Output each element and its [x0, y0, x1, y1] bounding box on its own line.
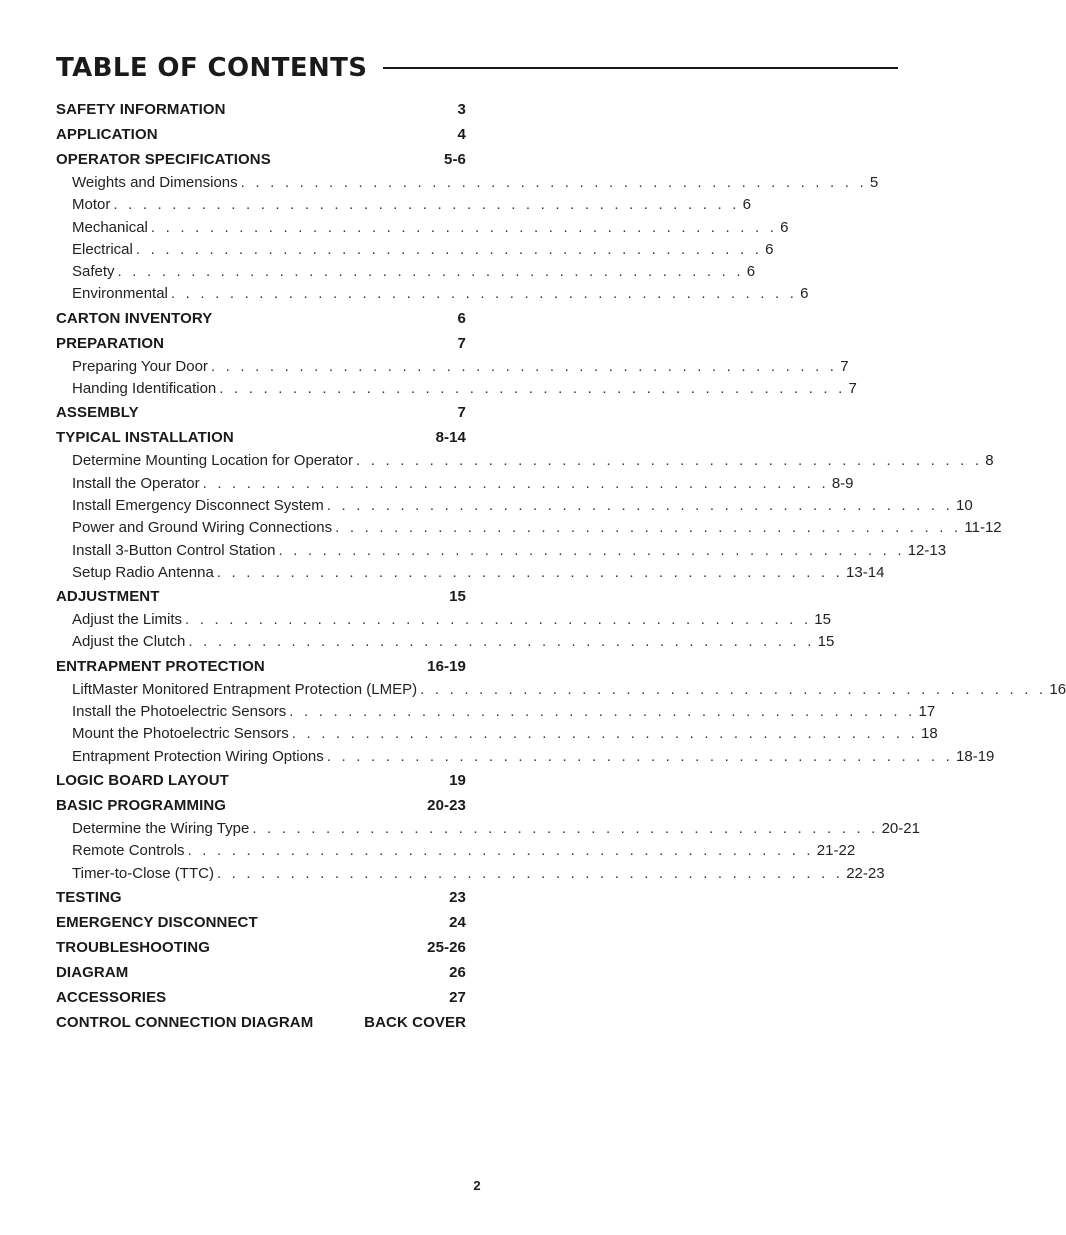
toc-entry-page: 6: [765, 240, 774, 258]
toc-entry-label: Determine Mounting Location for Operator: [72, 452, 353, 470]
toc-entry-page: 27: [449, 988, 466, 1006]
toc-subsection-entry[interactable]: [56, 172, 879, 194]
toc-entry-page: 7: [848, 380, 857, 398]
toc-subsection-entry[interactable]: [56, 863, 885, 885]
toc-section-entry[interactable]: [56, 306, 466, 331]
toc-entry-label: LiftMaster Monitored Entrapment Protection (LMEP): [72, 680, 418, 698]
toc-section-entry[interactable]: [56, 331, 466, 356]
toc-subsection-entry[interactable]: [56, 746, 995, 768]
toc-entry-page: 10: [956, 496, 973, 514]
toc-entry-page: 15: [449, 588, 466, 606]
dot-leader: . . . . . . . . . . . . . . . . . . . . . . . . . . . . . . . . . . . . . . . . . . .: [216, 563, 844, 581]
toc-entry-label: LOGIC BOARD LAYOUT: [56, 771, 229, 789]
toc-entry-label: Adjust the Clutch: [72, 633, 186, 651]
toc-entry-label: ENTRAPMENT PROTECTION: [56, 657, 265, 675]
toc-subsection-entry[interactable]: [56, 609, 831, 631]
toc-subsection-entry[interactable]: [56, 517, 1002, 539]
toc-entry-label: TYPICAL INSTALLATION: [56, 429, 234, 447]
toc-header: [56, 52, 898, 84]
toc-entry-page: 12-13: [907, 541, 947, 559]
dot-leader: . . . . . . . . . . . . . . . . . . . . . . . . . . . . . . . . . . . . . . . . . . .: [278, 541, 905, 559]
toc-entry-page: 24: [449, 913, 466, 931]
toc-subsection-entry[interactable]: [56, 701, 936, 723]
dot-leader: . . . . . . . . . . . . . . . . . . . . . . . . . . . . . . . . . . . . . . . . . . .: [289, 703, 916, 721]
toc-entry-label: OPERATOR SPECIFICATIONS: [56, 151, 271, 168]
toc-section-entry[interactable]: [56, 147, 466, 172]
dot-leader: . . . . . . . . . . . . . . . . . . . . . . . . . . . . . . . . . . . . . . . . . . .: [240, 174, 867, 191]
toc-entry-label: CONTROL CONNECTION DIAGRAM: [56, 1013, 314, 1031]
toc-entry-page: 11-12: [964, 519, 1002, 537]
toc-entry-page: 6: [457, 309, 466, 327]
toc-entry-label: Handing Identification: [72, 380, 217, 398]
toc-entry-page: 8-9: [831, 474, 854, 492]
toc-entry-page: 5: [869, 174, 879, 191]
toc-section-entry[interactable]: [56, 885, 466, 910]
toc-section-entry[interactable]: [56, 654, 466, 679]
dot-leader: . . . . . . . . . . . . . . . . . . . . . . . . . . . . . . . . . . . . . . . . . . .: [210, 357, 838, 375]
toc-section-entry[interactable]: [56, 985, 466, 1010]
dot-leader: . . . . . . . . . . . . . . . . . . . . . . . . . . . . . . . . . . . . . . . . . . .: [113, 196, 740, 214]
toc-entry-page: 5-6: [444, 151, 466, 168]
toc-entry-label: Install the Operator: [72, 474, 200, 492]
toc-section-entry[interactable]: [56, 1010, 466, 1035]
toc-entry-page: 8: [985, 452, 994, 470]
toc-entry-label: Install the Photoelectric Sensors: [72, 703, 287, 721]
toc-section-entry[interactable]: [56, 793, 466, 818]
toc-subsection-entry[interactable]: [56, 217, 789, 239]
toc-entry-page: 23: [449, 888, 466, 906]
toc-entry-page: 8-14: [435, 429, 466, 447]
toc-entry-label: Install 3-Button Control Station: [72, 541, 276, 559]
toc-entry-label: Weights and Dimensions: [72, 174, 238, 191]
toc-subsection-entry[interactable]: [56, 356, 849, 378]
toc-subsection-entry[interactable]: [56, 540, 947, 562]
toc-entry-label: Remote Controls: [72, 842, 185, 860]
toc-entry-page: 18-19: [956, 747, 995, 765]
toc-section-entry[interactable]: [56, 97, 466, 122]
toc-entry-page: 21-22: [816, 842, 856, 860]
dot-leader: . . . . . . . . . . . . . . . . . . . . . . . . . . . . . . . . . . . . . . . . . . .: [135, 240, 763, 258]
dot-leader: . . . . . . . . . . . . . . . . . . . . . . . . . . . . . . . . . . . . . . . . . . .: [335, 519, 962, 537]
toc-section-entry[interactable]: [56, 960, 466, 985]
toc-entry-page: 6: [742, 196, 751, 214]
toc-entry-page: 20-21: [881, 819, 920, 837]
dot-leader: . . . . . . . . . . . . . . . . . . . . . . . . . . . . . . . . . . . . . . . . . . .: [326, 747, 954, 765]
toc-entry-label: SAFETY INFORMATION: [56, 101, 226, 118]
toc-entry-label: Mechanical: [72, 218, 148, 236]
toc-entry-page: 16-19: [427, 657, 466, 675]
toc-subsection-entry[interactable]: [56, 631, 835, 653]
toc-entry-label: DIAGRAM: [56, 963, 129, 981]
toc-section-entry[interactable]: [56, 910, 466, 935]
toc-subsection-entry[interactable]: [56, 283, 809, 305]
toc-section-entry[interactable]: [56, 584, 466, 609]
toc-entry-label: Setup Radio Antenna: [72, 563, 214, 581]
dot-leader: . . . . . . . . . . . . . . . . . . . . . . . . . . . . . . . . . . . . . . . . . . .: [216, 864, 844, 882]
toc-entry-label: ASSEMBLY: [56, 404, 139, 422]
toc-entry-page: BACK COVER: [364, 1013, 466, 1031]
toc-entry-page: 6: [800, 285, 809, 303]
page-number: 2: [473, 1178, 481, 1193]
toc-entry-label: Preparing Your Door: [72, 357, 208, 375]
toc-section-entry[interactable]: [56, 935, 466, 960]
toc-subsection-entry[interactable]: [56, 261, 756, 283]
toc-list: [56, 97, 1066, 1035]
toc-entry-page: 7: [457, 334, 466, 352]
toc-entry-page: 20-23: [427, 796, 466, 814]
toc-subsection-entry[interactable]: [56, 818, 920, 840]
toc-entry-page: 16: [1049, 680, 1066, 698]
title-rule: [383, 67, 898, 69]
toc-subsection-entry[interactable]: [56, 679, 1066, 701]
dot-leader: . . . . . . . . . . . . . . . . . . . . . . . . . . . . . . . . . . . . . . . . . . .: [117, 263, 744, 281]
toc-section-entry[interactable]: [56, 768, 466, 793]
toc-entry-label: Install Emergency Disconnect System: [72, 496, 324, 514]
toc-entry-label: Timer-to-Close (TTC): [72, 864, 214, 882]
toc-section-entry[interactable]: [56, 400, 466, 425]
dot-leader: . . . . . . . . . . . . . . . . . . . . . . . . . . . . . . . . . . . . . . . . . . .: [187, 842, 814, 860]
toc-entry-page: 4: [457, 126, 466, 143]
toc-subsection-entry[interactable]: [56, 473, 854, 495]
dot-leader: . . . . . . . . . . . . . . . . . . . . . . . . . . . . . . . . . . . . . . . . . . .: [150, 218, 778, 236]
dot-leader: . . . . . . . . . . . . . . . . . . . . . . . . . . . . . . . . . . . . . . . . . . .: [185, 611, 812, 629]
toc-subsection-entry[interactable]: [56, 840, 856, 862]
toc-entry-page: 6: [780, 218, 789, 236]
toc-entry-label: CARTON INVENTORY: [56, 309, 213, 327]
toc-entry-label: Determine the Wiring Type: [72, 819, 250, 837]
toc-entry-page: 6: [746, 263, 756, 281]
toc-entry-label: Motor: [72, 196, 111, 214]
toc-subsection-entry[interactable]: [56, 194, 751, 216]
toc-entry-page: 7: [840, 357, 849, 375]
toc-entry-page: 22-23: [846, 864, 885, 882]
toc-subsection-entry[interactable]: [56, 723, 938, 745]
toc-entry-label: TROUBLESHOOTING: [56, 938, 210, 956]
toc-entry-label: Adjust the Limits: [72, 611, 183, 629]
dot-leader: . . . . . . . . . . . . . . . . . . . . . . . . . . . . . . . . . . . . . . . . . . .: [252, 819, 879, 837]
toc-entry-label: ACCESSORIES: [56, 988, 167, 1006]
toc-entry-page: 3: [457, 101, 466, 118]
dot-leader: . . . . . . . . . . . . . . . . . . . . . . . . . . . . . . . . . . . . . . . . . . .: [219, 380, 846, 398]
dot-leader: . . . . . . . . . . . . . . . . . . . . . . . . . . . . . . . . . . . . . . . . . . .: [291, 725, 919, 743]
toc-entry-label: APPLICATION: [56, 126, 158, 143]
toc-entry-page: 25-26: [427, 938, 466, 956]
dot-leader: . . . . . . . . . . . . . . . . . . . . . . . . . . . . . . . . . . . . . . . . . . .: [326, 496, 954, 514]
toc-entry-label: Environmental: [72, 285, 168, 303]
toc-section-entry[interactable]: [56, 425, 466, 450]
toc-section-entry[interactable]: [56, 122, 466, 147]
dot-leader: . . . . . . . . . . . . . . . . . . . . . . . . . . . . . . . . . . . . . . . . . . .: [202, 474, 829, 492]
toc-entry-page: 19: [449, 771, 466, 789]
toc-entry-label: EMERGENCY DISCONNECT: [56, 913, 258, 931]
toc-entry-label: PREPARATION: [56, 334, 165, 352]
toc-entry-page: 15: [817, 633, 835, 651]
dot-leader: . . . . . . . . . . . . . . . . . . . . . . . . . . . . . . . . . . . . . . . . . . .: [420, 680, 1047, 698]
toc-entry-page: 7: [457, 404, 466, 422]
toc-subsection-entry[interactable]: [56, 495, 973, 517]
toc-entry-label: TESTING: [56, 888, 122, 906]
toc-entry-label: Mount the Photoelectric Sensors: [72, 725, 289, 743]
toc-subsection-entry[interactable]: [56, 239, 774, 261]
toc-entry-label: Power and Ground Wiring Connections: [72, 519, 333, 537]
toc-entry-label: Entrapment Protection Wiring Options: [72, 747, 324, 765]
toc-subsection-entry[interactable]: [56, 378, 857, 400]
toc-subsection-entry[interactable]: [56, 450, 994, 472]
toc-entry-label: BASIC PROGRAMMING: [56, 796, 227, 814]
dot-leader: . . . . . . . . . . . . . . . . . . . . . . . . . . . . . . . . . . . . . . . . . . .: [188, 633, 815, 651]
toc-entry-page: 13-14: [846, 563, 885, 581]
toc-entry-page: 17: [918, 703, 936, 721]
toc-entry-label: Safety: [72, 263, 115, 281]
toc-entry-page: 15: [814, 611, 831, 629]
toc-entry-label: Electrical: [72, 240, 133, 258]
toc-entry-label: ADJUSTMENT: [56, 588, 160, 606]
toc-entry-page: 18: [921, 725, 938, 743]
toc-subsection-entry[interactable]: [56, 562, 885, 584]
dot-leader: . . . . . . . . . . . . . . . . . . . . . . . . . . . . . . . . . . . . . . . . . . .: [355, 452, 983, 470]
toc-entry-page: 26: [449, 963, 466, 981]
dot-leader: . . . . . . . . . . . . . . . . . . . . . . . . . . . . . . . . . . . . . . . . . . .: [170, 285, 798, 303]
page-title: TABLE OF CONTENTS: [56, 53, 368, 83]
